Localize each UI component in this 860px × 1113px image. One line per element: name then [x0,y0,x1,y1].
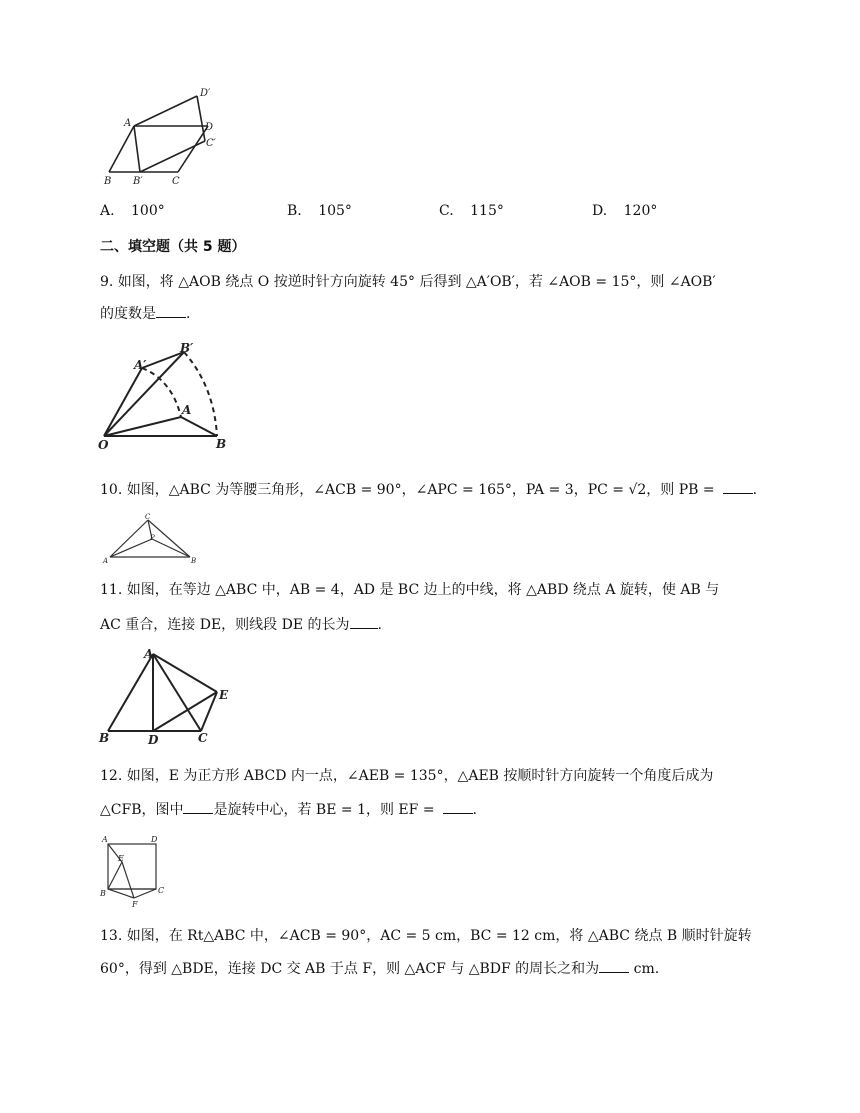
q9-figure [96,340,246,452]
q12-text-part1: △CFB，图中 [100,802,184,818]
q10-text-line1 [100,479,757,500]
q12-text-line2 [100,799,477,820]
q8-option-d [592,203,657,219]
q12-label-a: A [102,835,108,844]
q8-option-a [100,203,165,219]
q12-center-blank[interactable] [183,799,213,814]
q11-answer-blank[interactable] [350,614,378,629]
q11-label-e: E [219,688,229,702]
q8-label-c-prime: C′ [206,138,216,149]
q10-label-c: C [145,513,151,521]
q12-figure [98,830,170,910]
q12-label-e: E [118,854,124,863]
option-letter: A. [100,203,115,219]
option-value: 105° [318,203,352,219]
q12-answer-blank[interactable] [443,799,473,814]
option-value: 100° [131,203,165,219]
q12-label-c: C [158,886,165,895]
q9-label-a-prime: A′ [134,358,147,372]
q11-text-prefix: AC 重合，连接 DE，则线段 DE 的长为 [100,617,350,633]
q10-text-suffix: . [752,482,758,498]
option-value: 120° [623,203,658,219]
q12-text-part2: 是旋转中心，若 BE = 1，则 EF = [213,802,435,818]
q9-text-prefix: 的度数是 [100,306,156,322]
q11-figure [96,644,236,748]
section-heading: 二、填空题（共 5 题） [100,239,246,255]
q8-label-d: D [205,122,214,133]
q9-label-b: B [216,437,227,451]
q8-option-c [439,203,504,219]
q11-label-c: C [198,731,208,745]
q9-label-o: O [98,438,109,452]
q11-label-b: B [99,731,110,745]
q10-label-p: P [150,534,155,542]
q9-label-a: A [182,403,192,417]
option-letter: D. [592,203,608,219]
q12-label-d: D [151,835,158,844]
q11-text-line2 [100,614,382,635]
option-letter: B. [287,203,302,219]
q10-figure [100,510,204,568]
q13-text-line1: 13. 如图，在 Rt△ABC 中，∠ACB = 90°，AC = 5 cm，BC = 12 cm，将 △ABC 绕点 B 顺时针旋转 [100,928,752,944]
option-value: 115° [470,203,504,219]
q12-label-f: F [132,900,138,909]
q8-label-c: C [172,176,180,187]
q12-text-line1: 12. 如图，E 为正方形 ABCD 内一点，∠AEB = 135°，△AEB 按顺时针方向旋转一个角度后成为 [100,768,714,784]
option-letter: C. [439,203,454,219]
q11-text-line1: 11. 如图，在等边 △ABC 中，AB = 4，AD 是 BC 边上的中线，将 △ABD 绕点 A 旋转，使 AB 与 [100,582,720,598]
q9-text-line1: 9. 如图，将 △AOB 绕点 O 按逆时针方向旋转 45° 后得到 △A′OB′，若 ∠AOB = 15°，则 ∠AOB′ [100,274,716,290]
q8-figure [100,86,230,188]
q10-answer-blank[interactable] [723,479,753,494]
q13-text-line2 [100,958,659,979]
q9-label-b-prime: B′ [180,341,194,355]
q8-label-d-prime: D′ [200,88,211,99]
q9-answer-blank[interactable] [156,303,186,318]
q8-label-a: A [124,118,132,129]
q8-label-b-prime: B′ [133,176,143,187]
q9-text-suffix: . [186,306,191,322]
q10-label-a: A [103,557,109,565]
q11-label-d: D [148,733,159,747]
q12-text-part3: . [472,802,477,818]
q13-text-suffix: cm. [629,961,660,977]
q12-label-b: B [100,889,106,898]
q10-text-prefix: 10. 如图，△ABC 为等腰三角形，∠ACB = 90°，∠APC = 165°，PA = 3，PC = √2，则 PB = [100,482,715,498]
q11-text-suffix: . [377,617,382,633]
q13-answer-blank[interactable] [599,958,629,973]
q10-label-b: B [191,557,197,565]
q11-label-a: A [144,647,154,661]
q8-label-b: B [104,176,112,187]
q13-text-prefix: 60°，得到 △BDE，连接 DC 交 AB 于点 F，则 △ACF 与 △BDF 的周长之和为 [100,961,600,977]
q9-text-line2 [100,303,190,324]
q8-option-b [287,203,352,219]
